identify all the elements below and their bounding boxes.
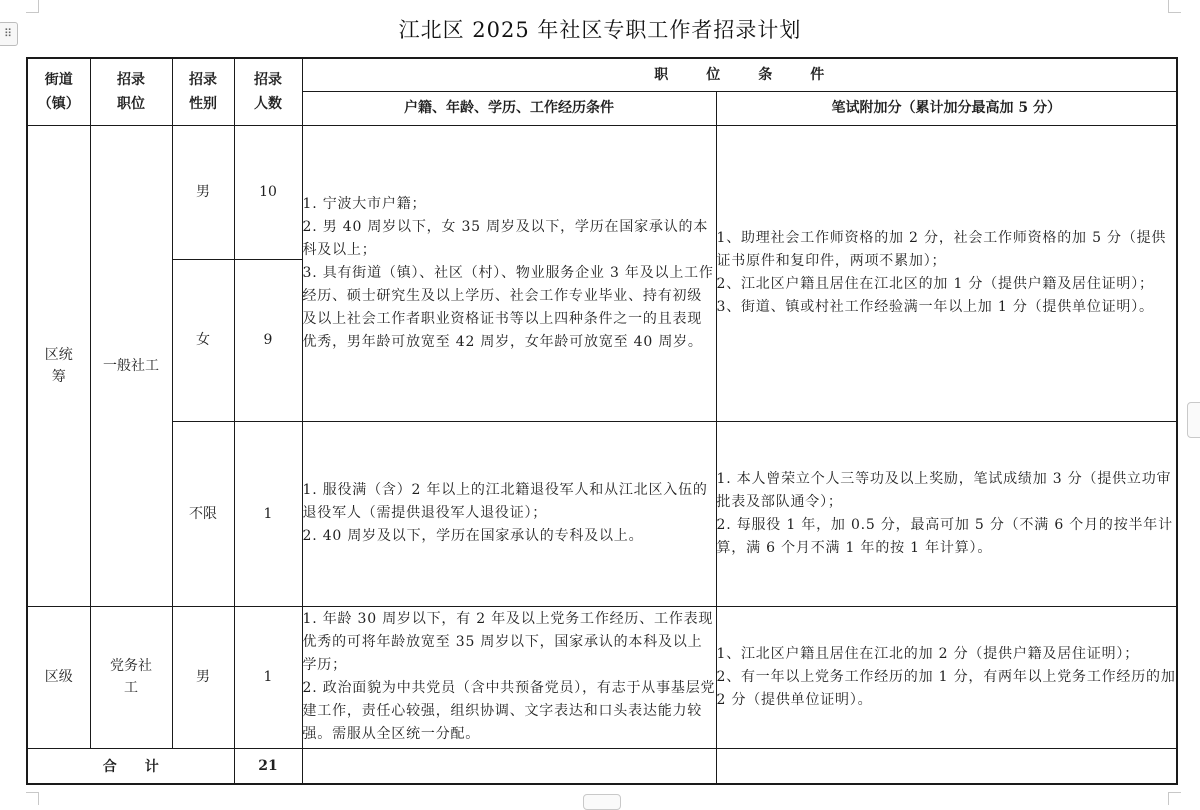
cell-bonus-general: 1、助理社会工作师资格的加 2 分，社会工作师资格的加 5 分（提供证书原件和复印件，两项不累加）； 2、江北区户籍且居住在江北区的加 1 分（提供户籍及居住证明）； 3、街道、镇或村社工作经验满一年以上加 1 分（提供单位证明）。	[716, 125, 1177, 421]
cell-gender-unlimited: 不限	[172, 421, 234, 606]
cell-gender-female: 女	[172, 259, 234, 421]
header-position: 招录 职位	[90, 58, 172, 125]
header-bonus: 笔试附加分（累计加分最高加 5 分）	[716, 91, 1177, 125]
cell-count-male: 10	[234, 125, 302, 259]
cell-street-pool: 区统 筹	[27, 125, 90, 606]
cell-position-general: 一般社工	[90, 125, 172, 606]
table-move-handle-icon[interactable]: ⠿	[0, 22, 18, 46]
cell-gender-male: 男	[172, 125, 234, 259]
header-conditions: 职位条件	[302, 58, 1177, 91]
recruitment-plan-table	[26, 57, 1178, 785]
table-row-pool-unlimited	[27, 421, 1177, 606]
cell-requirements-party: 1. 年龄 30 周岁以下，有 2 年及以上党务工作经历、工作表现优秀的可将年龄放宽至 35 周岁以下，国家承认的本科及以上学历； 2. 政治面貌为中共党员（含中共预备党员），有志于从事基层党建工作，责任心较强，组织协调、文字表达和口头表达能力较强。需服从全区统一分配。	[302, 606, 716, 748]
cell-position-party: 党务社 工	[90, 606, 172, 748]
corner-mark-bottom-left	[26, 792, 39, 805]
cell-total-label: 合计	[27, 748, 234, 784]
header-street: 街道 （镇）	[27, 58, 90, 125]
page-title: 江北区 2025 年社区专职工作者招录计划	[398, 18, 802, 42]
cell-total-count: 21	[234, 748, 302, 784]
table-resize-handle-bottom[interactable]	[583, 794, 621, 810]
cell-requirements-general: 1. 宁波大市户籍； 2. 男 40 周岁以下，女 35 周岁及以下，学历在国家承认的本科及以上； 3. 具有街道（镇）、社区（村）、物业服务企业 3 年及以上工作经历、硕士研究生及以上学历、社会工作专业毕业、持有初级及以上社会工作者职业资格证书等以上四种条件之一的且表现优秀，男年龄可放宽至 42 周岁，女年龄可放宽至 40 周岁。	[302, 125, 716, 421]
corner-mark-bottom-right	[1168, 792, 1181, 805]
cell-count-unlimited: 1	[234, 421, 302, 606]
header-row-1	[27, 58, 1177, 91]
cell-total-empty-bonus	[716, 748, 1177, 784]
cell-street-district: 区级	[27, 606, 90, 748]
header-count: 招录 人数	[234, 58, 302, 125]
cell-count-female: 9	[234, 259, 302, 421]
cell-bonus-party: 1、江北区户籍且居住在江北的加 2 分（提供户籍及居住证明）； 2、有一年以上党务工作经历的加 1 分，有两年以上党务工作经历的加 2 分（提供单位证明）。	[716, 606, 1177, 748]
table-row-district-level	[27, 606, 1177, 748]
header-requirements: 户籍、年龄、学历、工作经历条件	[302, 91, 716, 125]
header-gender: 招录 性别	[172, 58, 234, 125]
table-resize-handle-right[interactable]	[1187, 402, 1200, 438]
table-row-total	[27, 748, 1177, 784]
table-row-pool-male	[27, 125, 1177, 259]
corner-mark-top-left	[26, 0, 39, 13]
corner-mark-top-right	[1168, 0, 1181, 13]
cell-requirements-veteran: 1. 服役满（含）2 年以上的江北籍退役军人和从江北区入伍的退役军人（需提供退役军人退役证）； 2. 40 周岁及以下，学历在国家承认的专科及以上。	[302, 421, 716, 606]
cell-total-empty-requirements	[302, 748, 716, 784]
cell-bonus-veteran: 1. 本人曾荣立个人三等功及以上奖励，笔试成绩加 3 分（提供立功审批表及部队通令）； 2. 每服役 1 年，加 0.5 分，最高可加 5 分（不满 6 个月的按半年计算，满 6 个月不满 1 年的按 1 年计算）。	[716, 421, 1177, 606]
cell-gender-party: 男	[172, 606, 234, 748]
cell-count-party: 1	[234, 606, 302, 748]
